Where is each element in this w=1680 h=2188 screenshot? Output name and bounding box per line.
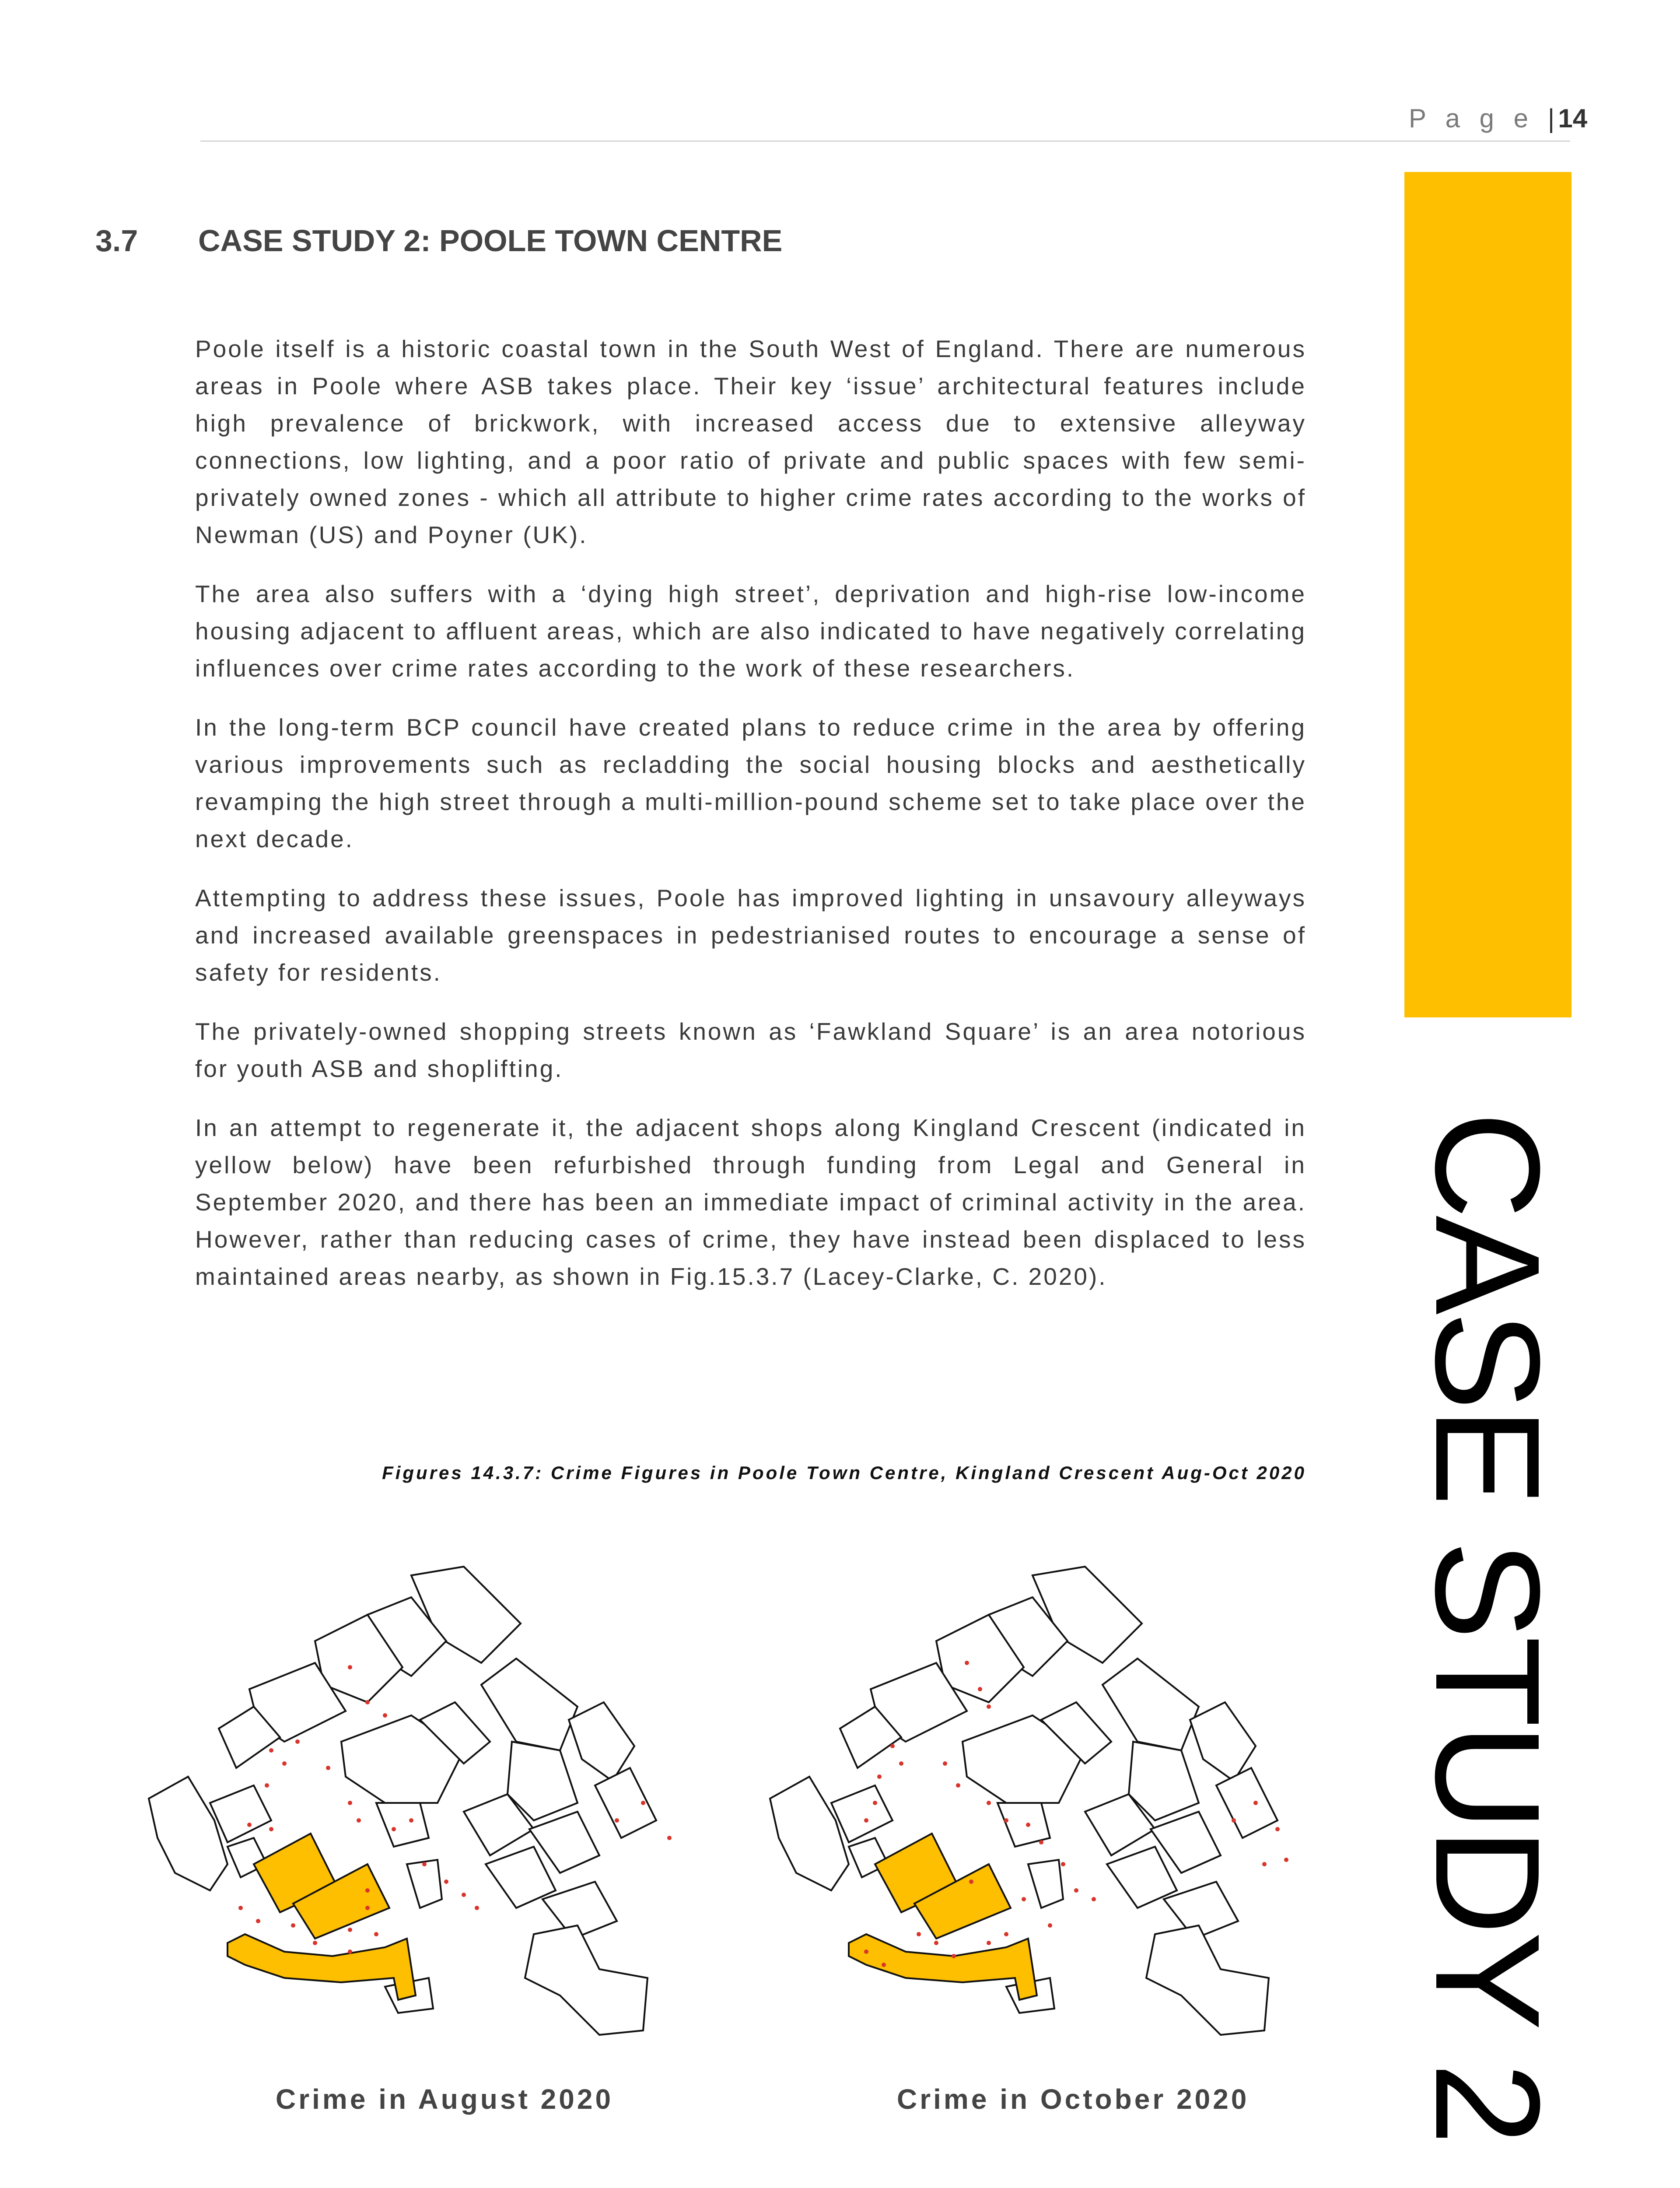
crime-dot: [1061, 1862, 1065, 1866]
crime-dot: [615, 1818, 619, 1823]
crime-dot: [409, 1818, 413, 1823]
section-title: CASE STUDY 2: POOLE TOWN CENTRE: [198, 224, 783, 258]
crime-dot: [365, 1888, 370, 1893]
crime-dot: [1074, 1888, 1078, 1893]
side-title: [1404, 1112, 1571, 2188]
page-label: P a g e: [1409, 104, 1535, 133]
crime-dot: [269, 1748, 273, 1753]
crime-dot: [1275, 1827, 1280, 1831]
building-outline: [525, 1925, 648, 2035]
crime-dot: [873, 1801, 877, 1805]
crime-dot: [877, 1774, 882, 1779]
crime-dot: [1026, 1823, 1030, 1827]
header-rule: [200, 140, 1570, 142]
crime-dot: [256, 1919, 260, 1923]
crime-dot: [1253, 1801, 1258, 1805]
crime-dot: [348, 1665, 352, 1669]
crime-dot: [462, 1893, 466, 1897]
crime-dot: [1284, 1858, 1288, 1862]
crime-dot: [1048, 1923, 1052, 1928]
crime-dot: [374, 1932, 378, 1936]
map-label-october: Crime in October 2020: [897, 2083, 1250, 2115]
crime-dot: [952, 1954, 956, 1958]
crime-dot: [348, 1950, 352, 1954]
building-outline: [407, 1860, 442, 1908]
section-number: 3.7: [95, 224, 138, 258]
crime-dot: [291, 1923, 295, 1928]
map-october: [752, 1558, 1365, 2074]
crime-dot: [357, 1818, 361, 1823]
crime-dot: [1004, 1932, 1008, 1936]
map-august: [131, 1558, 744, 2074]
crime-dot: [956, 1783, 960, 1788]
crime-dot: [238, 1906, 243, 1910]
crime-dot: [969, 1879, 973, 1884]
page-number: 14: [1558, 104, 1588, 133]
building-outline: [1102, 1659, 1199, 1750]
crime-dot: [864, 1818, 868, 1823]
crime-dot: [348, 1801, 352, 1805]
crime-dot: [882, 1963, 886, 1967]
paragraph: The area also suffers with a ‘dying high street’, deprivation and high-rise low-income housing adjacent to affluent areas, which are also indicated to have negatively correlating influences over crime rates according to the work of these researchers.: [195, 580, 1306, 682]
crime-dot: [987, 1941, 991, 1945]
building-outline: [1190, 1702, 1256, 1781]
crime-dot: [1232, 1818, 1236, 1823]
map-label-august: Crime in August 2020: [276, 2083, 614, 2115]
crime-dot: [422, 1862, 427, 1866]
figure-caption: Figures 14.3.7: Crime Figures in Poole Town Centre, Kingland Crescent Aug-Oct 2020: [382, 1462, 1306, 1483]
building-outline: [1146, 1925, 1269, 2035]
building-outline: [481, 1659, 578, 1750]
crime-dot: [326, 1766, 330, 1770]
paragraph: Attempting to address these issues, Poole has improved lighting in unsavoury alleyways and increased available greenspaces in pedestrianised routes to encourage a sense of safety for residents.: [195, 884, 1306, 986]
crime-dot: [965, 1661, 969, 1665]
crime-dot: [444, 1879, 448, 1884]
body-text: [195, 330, 1306, 1317]
crime-dot: [934, 1941, 938, 1945]
crime-dot: [641, 1801, 645, 1805]
side-accent-bar: [1404, 172, 1572, 1017]
crime-dot: [987, 1801, 991, 1805]
crime-dot: [1039, 1840, 1043, 1844]
page-separator: |: [1547, 104, 1555, 133]
crime-dot: [383, 1713, 387, 1718]
crime-dot: [978, 1687, 982, 1691]
paragraph: Poole itself is a historic coastal town in the South West of England. There are numerous areas in Poole where ASB takes place. Their key ‘issue’ architectural features include high prevalence of brickwork, with increased access due to extensive alleyway connections, low lighting, and a poor ratio of private and public spaces with few semi-privately owned zones - which all attribute to higher crime rates according to the works of Newman (US) and Poyner (UK).: [195, 335, 1306, 548]
crime-dot: [987, 1704, 991, 1709]
crime-dot: [890, 1744, 895, 1748]
building-outline: [569, 1702, 634, 1781]
paragraph: The privately-owned shopping streets known as ‘Fawkland Square’ is an area notorious for youth ASB and shoplifting.: [195, 1018, 1306, 1082]
building-outline: [770, 1777, 849, 1890]
crime-dot: [1022, 1897, 1026, 1901]
crime-dot: [247, 1823, 252, 1827]
crime-dot: [282, 1761, 287, 1766]
side-title-text: CASE STUDY 2: [1404, 1112, 1571, 2142]
crime-dot: [265, 1783, 269, 1788]
building-outline: [595, 1768, 656, 1838]
crime-dot: [1262, 1862, 1267, 1866]
crime-dot: [917, 1932, 921, 1936]
paragraph: In an attempt to regenerate it, the adjacent shops along Kingland Crescent (indicated in yellow below) have been refurbished through funding from Legal and General in September 2020, and there has been an immediate impact of criminal activity in the area. However, rather than reducing cases of crime, they have instead been displaced to less maintained areas nearby, as shown in Fig.15.3.7 (Lacey-Clarke, C. 2020).: [195, 1114, 1306, 1290]
building-outline: [998, 1803, 1050, 1847]
crime-dot: [667, 1836, 672, 1840]
crime-dot: [392, 1827, 396, 1831]
crime-dot: [943, 1761, 947, 1766]
crime-dot: [313, 1941, 317, 1945]
crime-dot: [348, 1928, 352, 1932]
crime-dot: [475, 1906, 479, 1910]
building-outline: [376, 1803, 429, 1847]
building-outline: [149, 1777, 228, 1890]
crime-dot: [269, 1827, 273, 1831]
crime-dot: [295, 1739, 300, 1744]
crime-dot: [899, 1761, 903, 1766]
crime-dot: [1092, 1897, 1096, 1901]
crime-dot: [864, 1950, 868, 1954]
building-outline: [1216, 1768, 1278, 1838]
page-number-header: [1409, 103, 1588, 133]
paragraph: In the long-term BCP council have created plans to reduce crime in the area by offering various improvements such as recladding the social housing blocks and aesthetically revamping the high street through a multi-million-pound scheme set to take place over the next decade.: [195, 714, 1306, 852]
crime-dot: [365, 1700, 370, 1704]
crime-dot: [1004, 1818, 1008, 1823]
crime-dot: [365, 1906, 370, 1910]
building-outline: [1028, 1860, 1063, 1908]
